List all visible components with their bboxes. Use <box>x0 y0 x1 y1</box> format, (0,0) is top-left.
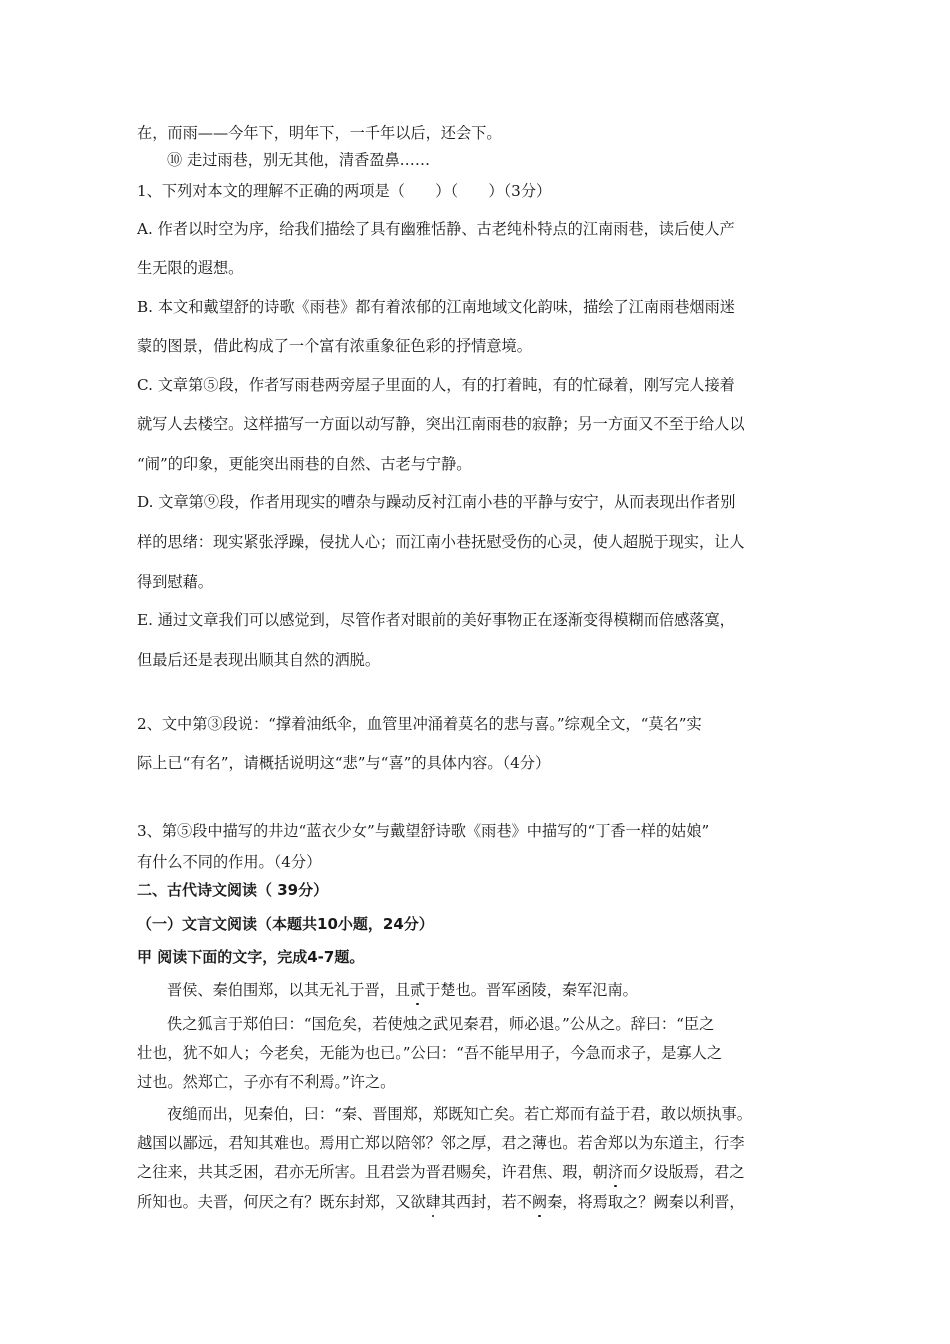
passage-paragraph-2-line3: 过也。然郑亡，子亦有不利焉。”许之。 <box>137 1073 396 1091</box>
emphasis-dot-character: 贰 <box>410 981 426 999</box>
q1-option-e-line2: 但最后还是表现出顺其自然的洒脱。 <box>137 651 380 669</box>
passage-jia-instruction: 甲 阅读下面的文字，完成4-7题。 <box>137 948 365 966</box>
passage-paragraph-3-line4 <box>137 1192 745 1212</box>
q1-option-a-line1: A. 作者以时空为序，给我们描绘了具有幽雅恬静、古老纯朴特点的江南雨巷，读后使人产 <box>137 220 735 238</box>
question-3-line2: 有什么不同的作用。（4分） <box>137 853 322 871</box>
passage-paragraph-3-line2: 越国以鄙远，君知其难也。焉用亡郑以陪邻？邻之厚，君之薄也。若舍郑以为东道主，行李 <box>137 1134 745 1152</box>
emphasis-dot-character: 肆 <box>425 1193 441 1211</box>
reading-continuation-line: 在，而雨——今年下，明年下，一千年以后，还会下。 <box>137 124 502 142</box>
passage-text: 晋侯、秦伯围郑，以其无礼于晋，且 <box>167 981 410 999</box>
passage-paragraph-3-line1: 夜缒而出，见秦伯，曰：“秦、晋围郑，郑既知亡矣。若亡郑而有益于君，敢以烦执事。 <box>167 1105 752 1123</box>
reading-paragraph-10: ⑩ 走过雨巷，别无其他，清香盈鼻…… <box>167 151 431 169</box>
passage-paragraph-2-line1: 佚之狐言于郑伯曰：“国危矣，若使烛之武见秦君，师必退。”公从之。辞曰：“臣之 <box>167 1015 715 1033</box>
section-2-subtitle: （一）文言文阅读（本题共10小题，24分） <box>137 915 434 933</box>
passage-paragraph-3-line3 <box>137 1162 745 1182</box>
passage-text: 秦，将焉取之？阙秦以利晋， <box>547 1193 745 1211</box>
passage-text: 所知也。夫晋，何厌之有？既东封郑，又欲 <box>137 1193 426 1211</box>
q1-option-c-line3: “闹”的印象，更能突出雨巷的自然、古老与宁静。 <box>137 455 472 473</box>
question-2-line2: 际上已“有名”，请概括说明这“悲”与“喜”的具体内容。（4分） <box>137 754 551 772</box>
question-2-line1: 2、文中第③段说：“撑着油纸伞，血管里冲涌着莫名的悲与喜。”综观全文，“莫名”实 <box>137 715 702 733</box>
q1-option-d-line2: 样的思绪：现实紧张浮躁，侵扰人心；而江南小巷抚慰受伤的心灵，使人超脱于现实，让人 <box>137 533 745 551</box>
q1-option-c-line2: 就写人去楼空。这样描写一方面以动写静，突出江南雨巷的寂静；另一方面又不至于给人以 <box>137 415 745 433</box>
emphasis-dot-character: 济 <box>607 1163 623 1181</box>
emphasis-dot-character: 阙 <box>531 1193 548 1211</box>
passage-text: 而夕设版焉，君之 <box>623 1163 745 1181</box>
q1-option-e-line1: E. 通过文章我们可以感觉到，尽管作者对眼前的美好事物正在逐渐变得模糊而倍感落寞， <box>137 611 735 629</box>
passage-text: 其西封，若不 <box>440 1193 532 1211</box>
passage-paragraph-2-line2: 壮也，犹不如人；今老矣，无能为也已。”公曰：“吾不能早用子，今急而求子，是寡人之 <box>137 1044 723 1062</box>
q1-option-c-line1: C. 文章第⑤段，作者写雨巷两旁屋子里面的人，有的打着盹，有的忙碌着，刚写完人接着 <box>137 376 735 394</box>
q1-option-a-line2: 生无限的遐想。 <box>137 259 244 277</box>
q1-option-d-line3: 得到慰藉。 <box>137 573 213 591</box>
passage-text: 之往来，共其乏困，君亦无所害。且君尝为晋君赐矣，许君焦、瑕，朝 <box>137 1163 608 1181</box>
question-1-stem: 1、下列对本文的理解不正确的两项是（ ）（ ）（3分） <box>137 182 552 200</box>
q1-option-b-line2: 蒙的图景，借此构成了一个富有浓重象征色彩的抒情意境。 <box>137 337 532 355</box>
q1-option-b-line1: B. 本文和戴望舒的诗歌《雨巷》都有着浓郁的江南地域文化韵味，描绘了江南雨巷烟雨迷 <box>137 298 735 316</box>
q1-option-d-line1: D. 文章第⑨段，作者用现实的嘈杂与躁动反衬江南小巷的平静与安宁，从而表现出作者别 <box>137 493 736 511</box>
section-2-title: 二、古代诗文阅读（ 39分） <box>137 881 329 899</box>
question-3-line1: 3、第⑤段中描写的井边“蓝衣少女”与戴望舒诗歌《雨巷》中描写的“丁香一样的姑娘” <box>137 822 710 840</box>
passage-text: 于楚也。晋军函陵，秦军氾南。 <box>425 981 638 999</box>
passage-paragraph-1 <box>167 980 638 1000</box>
